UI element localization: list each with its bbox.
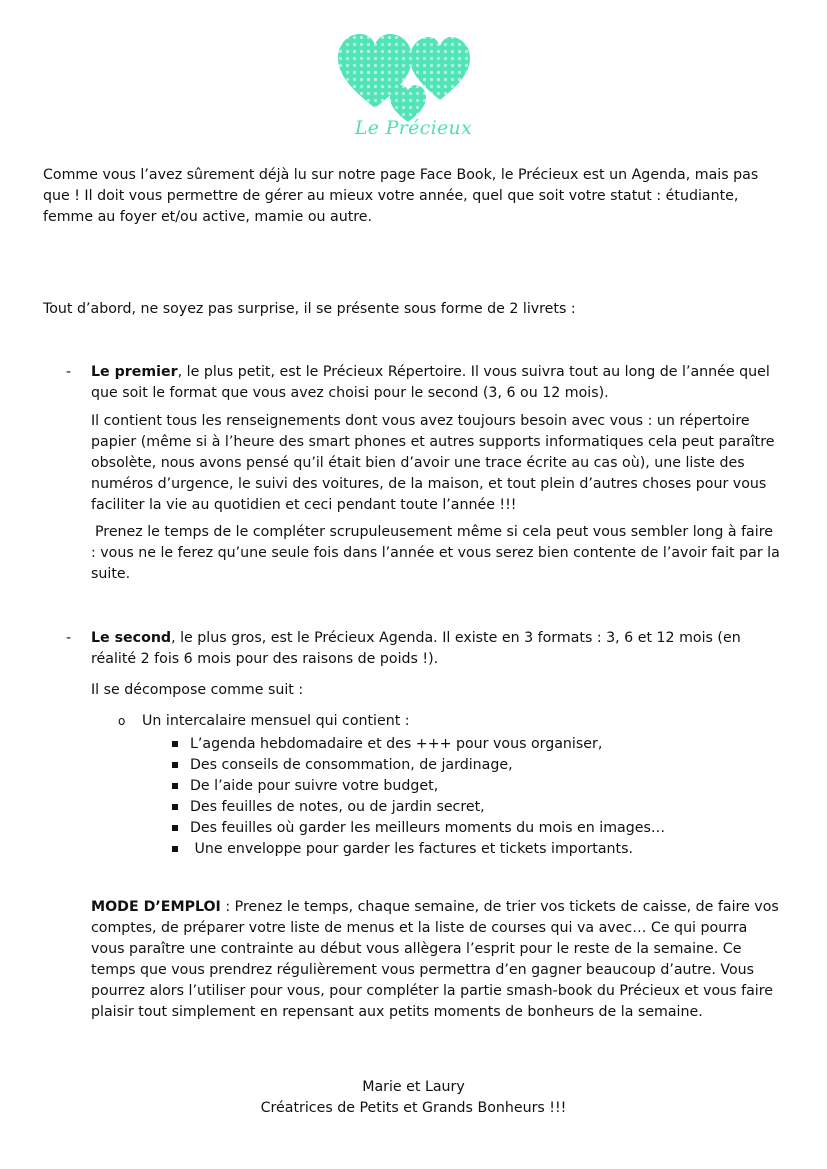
list-item: Une enveloppe pour garder les factures et tickets importants.	[190, 839, 665, 860]
signature-names: Marie et Laury	[362, 1079, 465, 1095]
intro-paragraph: Comme vous l’avez sûrement déjà lu sur notre page Face Book, le Précieux est un Agenda, mais pas que ! Il doit vous permettre de gérer au mieux votre année, quel que soit votre statut : étudiante, femme au foyer et/ou active, mamie ou autre.	[43, 167, 759, 225]
mode-emploi-text: : Prenez le temps, chaque semaine, de trier vos tickets de caisse, de faire vos comptes, de préparer votre liste de menus et la liste de courses qui va avec… Ce qui pourra vous paraître une contrainte au début vous allègera l’esprit pour le reste de la semaine. Ce temps que vous prendrez régulièrement vous permettra d’en gagner beaucoup d’autre. Vous pourrez alors l’utiliser pour vous, pour compléter la partie smash-book du Précieux et vous faire plaisir tout simplement en repensant aux petits moments de bonheurs de la semaine.	[91, 899, 779, 1020]
list-item: L’agenda hebdomadaire et des +++ pour vous organiser,	[190, 734, 665, 755]
sub-bullet-marker: o	[118, 714, 126, 728]
booklet-2-title: Le second	[91, 630, 172, 646]
bullet-dash: -	[66, 364, 72, 380]
list-item: Des conseils de consommation, de jardinage,	[190, 755, 665, 776]
booklet-1-title: Le premier	[91, 364, 178, 380]
mode-emploi-title: MODE D’EMPLOI	[91, 899, 221, 915]
list-item: De l’aide pour suivre votre budget,	[190, 776, 665, 797]
list-item: Des feuilles de notes, ou de jardin secret,	[190, 797, 665, 818]
bullet-dash: -	[66, 630, 72, 646]
mode-emploi-paragraph	[91, 897, 781, 1023]
brand-name: Le Précieux	[354, 117, 473, 139]
booklet-1-advice: Prenez le temps de le compléter scrupuleusement même si cela peut vous sembler long à faire : vous ne le ferez qu’une seule fois dans l’année et vous serez bien contente de l’avoir fait par la suite.	[91, 524, 780, 582]
lead-paragraph: Tout d’abord, ne soyez pas surprise, il se présente sous forme de 2 livrets :	[43, 301, 576, 317]
booklet-2-intro: Il se décompose comme suit :	[91, 682, 304, 698]
booklet-1-details: Il contient tous les renseignements dont vous avez toujours besoin avec vous : un répertoire papier (même si à l’heure des smart phones et autres supports informatiques cela peut paraître obsolète, nous avons pensé qu’il était bien d’avoir une trace écrite au cas où), une liste des numéros d’urgence, le suivi des voitures, de la maison, et tout plein d’autres choses pour vous faciliter la vie au quotidien et ceci pendant toute l’année !!!	[91, 413, 775, 513]
contents-list	[190, 734, 665, 860]
booklet-1-paragraph	[91, 362, 781, 404]
list-item: Des feuilles où garder les meilleurs moments du mois en images…	[190, 818, 665, 839]
booklet-2-paragraph	[91, 628, 781, 670]
booklet-1-text: , le plus petit, est le Précieux Répertoire. Il vous suivra tout au long de l’année quel que soit le format que vous avez choisi pour le second (3, 6 ou 12 mois).	[91, 364, 770, 401]
booklet-2-text: , le plus gros, est le Précieux Agenda. Il existe en 3 formats : 3, 6 et 12 mois (en réalité 2 fois 6 mois pour des raisons de poids !).	[91, 630, 741, 667]
sub-item: Un intercalaire mensuel qui contient :	[142, 713, 410, 729]
signature-tagline: Créatrices de Petits et Grands Bonheurs !!!	[260, 1100, 567, 1116]
